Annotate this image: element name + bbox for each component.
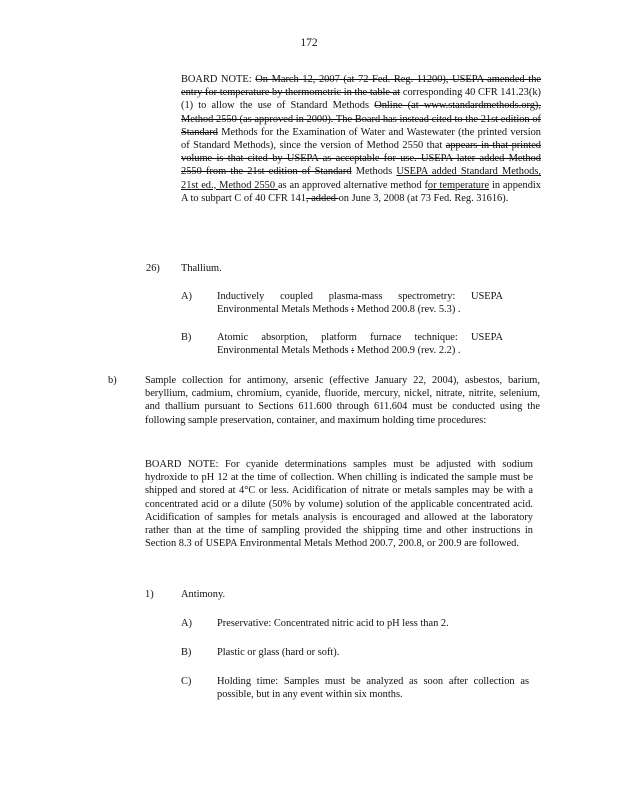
deleted-text: : — [351, 345, 355, 357]
text-run: BOARD NOTE: — [181, 74, 256, 85]
item-1c-text: Holding time: Samples must be analyzed as soon after collection as possible, but in any event within six months. — [217, 676, 529, 701]
text-run: Methods for the Examination of Water and Wastewater (the printed version of Standard Methods), since the version of Method 2550 that — [181, 126, 541, 152]
item-26a-text — [217, 290, 503, 316]
board-note-temperature — [181, 73, 541, 205]
text-run: Atomic absorption, platform furnace technique: USEPA Environmental Metals Methods — [217, 332, 503, 357]
text-run: Method 200.9 (rev. 2.2) . — [354, 345, 461, 357]
text-run: Methods — [351, 166, 397, 178]
deleted-text: : — [351, 304, 355, 316]
item-1b-text: Plastic or glass (hard or soft). — [217, 647, 340, 658]
item-1b-label: B) — [181, 647, 192, 658]
deleted-text: , added — [306, 192, 339, 204]
text-run: as an approved alternative method f — [277, 179, 428, 191]
text-run: Method 200.8 (rev. 5.3) . — [354, 304, 461, 316]
deleted-text: appears in that printed volume is that cited by USEPA as acceptable for use. USEPA later added Method 2550 from the 21st edition of Standard — [181, 140, 541, 178]
item-b-label: b) — [108, 375, 117, 386]
text-run: Inductively coupled plasma-mass spectrometry: USEPA Environmental Metals Methods — [217, 291, 503, 316]
item-26-title: Thallium. — [181, 263, 222, 274]
item-1c-label: C) — [181, 676, 192, 687]
text-run: corresponding 40 CFR 141.23(k)(1) to allow the use of Standard Methods — [181, 87, 541, 112]
item-26b-text — [217, 331, 503, 357]
text-run: in appendix A to subpart C of 40 CFR 141 — [181, 179, 541, 204]
board-note-cyanide: BOARD NOTE: For cyanide determinations samples must be adjusted with sodium hydroxide to pH 12 at the time of collection. When chilling is indicated the sample must be shipped and stored at 4°C or less. Acidification of nitrate or metals samples may be with a concentrated acid or a dilute (50% by volume) solution of the applicable concentrated acid. Acidification of samples for metals analysis is encouraged and allowed at the laboratory rather than at the time of sampling provided the shipping time and other instructions in Section 8.3 of USEPA Environmental Metals Method 200.7, 200.8, or 200.9 are followed. — [145, 459, 533, 550]
inserted-text: or temperature — [427, 179, 490, 191]
inserted-text: USEPA added Standard Methods, 21st ed., Method 2550 — [181, 166, 541, 191]
item-1-label: 1) — [145, 589, 154, 600]
deleted-text: On March 12, 2007 (at 72 Fed. Reg. 11200), USEPA amended the entry for temperature by thermometric in the table at — [181, 74, 541, 99]
item-1-title: Antimony. — [181, 589, 226, 600]
item-26b-label: B) — [181, 332, 192, 343]
item-b-text: Sample collection for antimony, arsenic (effective January 22, 2004), asbestos, barium, beryllium, cadmium, chromium, cyanide, fluoride, mercury, nickel, nitrate, nitrite, selenium, and thallium pursuant to Sections 611.600 through 611.604 must be conducted using the following sample preservation, container, and maximum holding time procedures: — [145, 375, 540, 426]
item-26a-label: A) — [181, 291, 192, 302]
text-run: on June 3, 2008 (at 73 Fed. Reg. 31616). — [338, 192, 509, 204]
item-26-label: 26) — [146, 263, 160, 274]
page-number: 172 — [300, 37, 318, 49]
deleted-text: Online (at www.standardmethods.org), Method 2550 (as approved in 2000). The Board has instead cited to the 21st edition of Standard — [181, 100, 541, 138]
item-1a-label: A) — [181, 618, 192, 629]
item-1a-text: Preservative: Concentrated nitric acid to pH less than 2. — [217, 618, 449, 629]
